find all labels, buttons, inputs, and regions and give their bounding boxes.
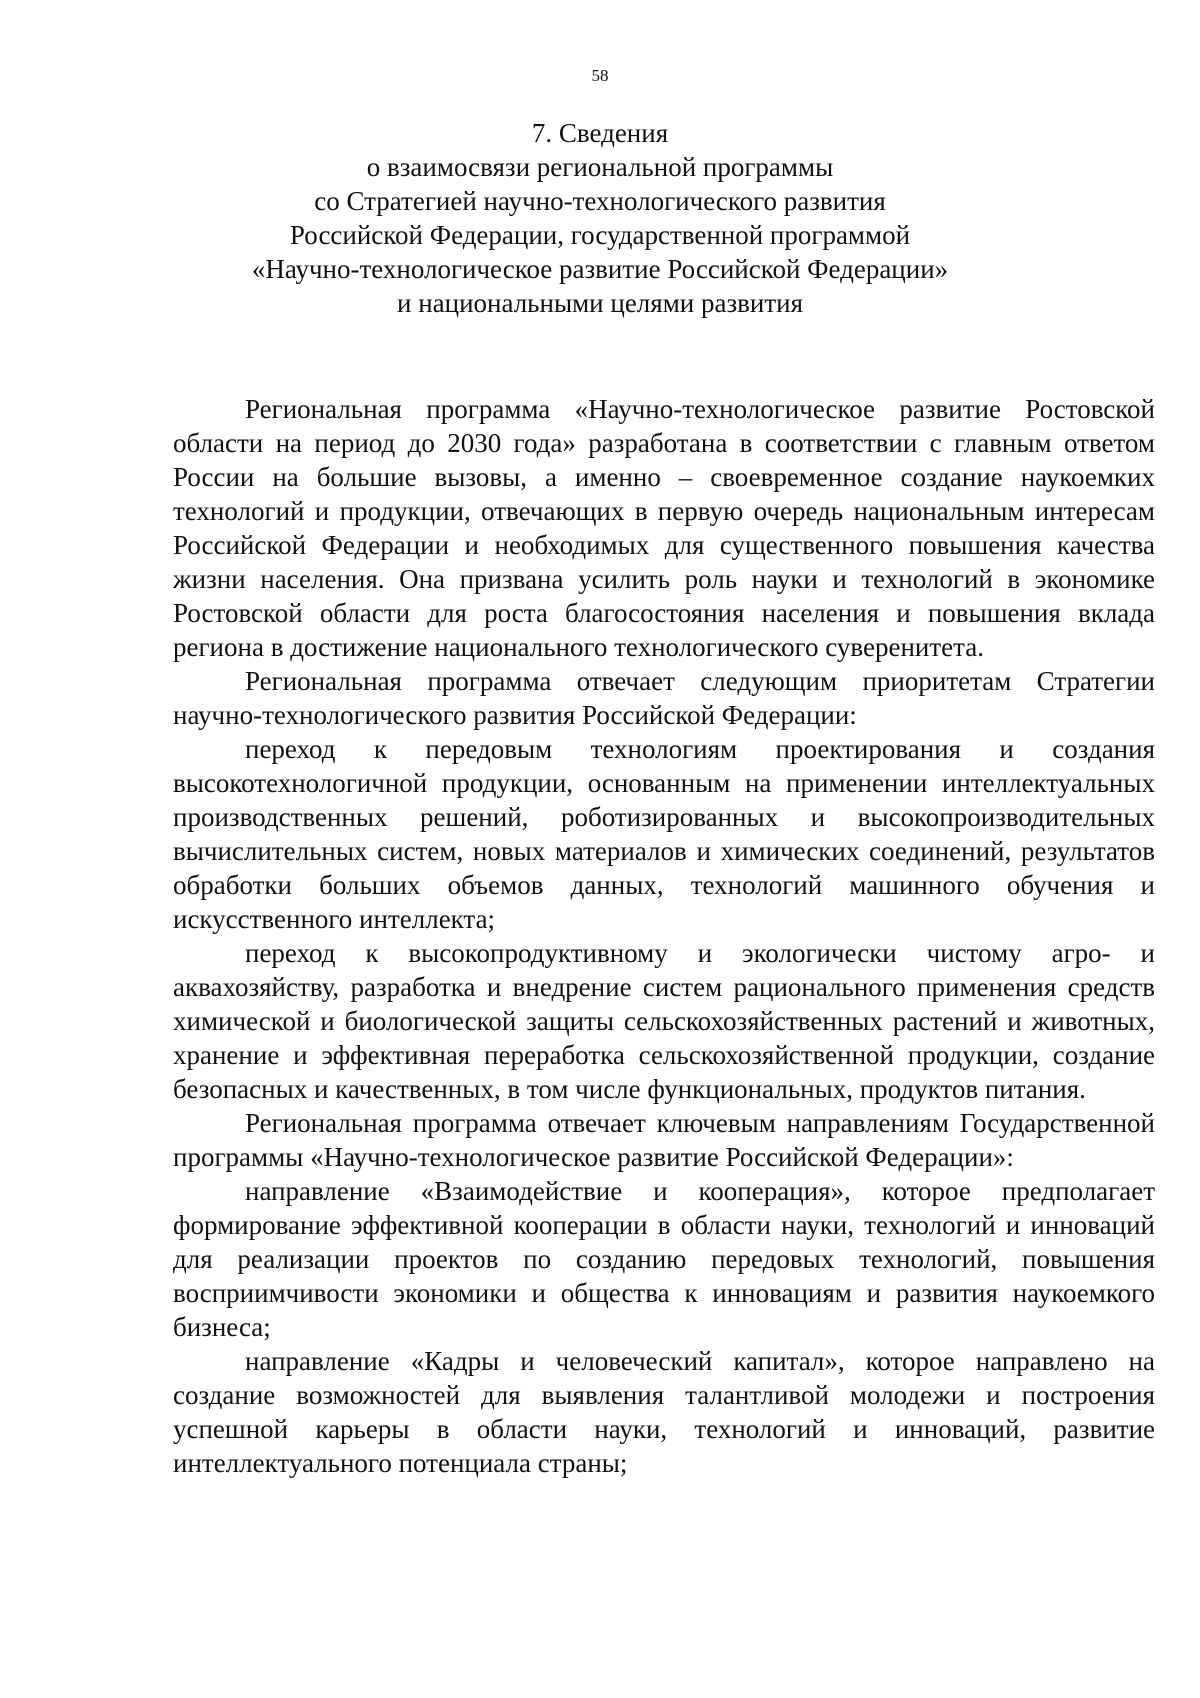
heading-line: 7. Сведения — [531, 118, 669, 148]
page-number: 58 — [591, 66, 609, 85]
paragraph-direction-human-capital: направление «Кадры и человеческий капитал», которое направлено на создание возможностей для выявления талантливой молодежи и построения успешной карьеры в области науки, технологий и инноваций, развитие интеллектуального потенциала страны; — [173, 1346, 1155, 1478]
heading-line: о взаимосвязи региональной программы — [366, 152, 834, 182]
heading-line: «Научно-технологическое развитие Российской Федерации» — [251, 254, 949, 284]
paragraph-intro: Региональная программа «Научно-технологическое развитие Ростовской области на период до 2030 года» разработана в соответствии с главным ответом России на большие вызовы, а именно – своевременное создание наукоемких технологий и продукции, отвечающих в первую очередь национальным интересам Российской Федерации и необходимых для существенного повышения качества жизни населения. Она призвана усилить роль науки и технологий в экономике Ростовской области для роста благосостояния населения и повышения вклада региона в достижение национального технологического суверенитета. — [173, 394, 1155, 662]
paragraph-state-program-directions: Региональная программа отвечает ключевым направлениям Государственной программы «Научно-технологическое развитие Российской Федерации»: — [173, 1108, 1155, 1172]
heading-line: со Стратегией научно-технологического развития — [314, 186, 886, 216]
paragraph-priority-advanced-technologies: переход к передовым технологиям проектирования и создания высокотехнологичной продукции, основанным на применении интеллектуальных производственных решений, роботизированных и высокопроизводительных вычислительных систем, новых материалов и химических соединений, результатов обработки больших объемов данных, технологий машинного обучения и искусственного интеллекта; — [173, 734, 1155, 934]
paragraph-strategy-priorities: Региональная программа отвечает следующим приоритетам Стратегии научно-технологического развития Российской Федерации: — [173, 666, 1155, 730]
paragraph-direction-cooperation: направление «Взаимодействие и кооперация», которое предполагает формирование эффективной кооперации в области науки, технологий и инноваций для реализации проектов по созданию передовых технологий, повышения восприимчивости экономики и общества к инновациям и развития наукоемкого бизнеса; — [173, 1176, 1155, 1342]
paragraph-priority-agriculture: переход к высокопродуктивному и экологически чистому агро- и аквахозяйству, разработка и внедрение систем рационального применения средств химической и биологической защиты сельскохозяйственных растений и животных, хранение и эффективная переработка сельскохозяйственной продукции, создание безопасных и качественных, в том числе функциональных, продуктов питания. — [173, 938, 1155, 1104]
heading-line: Российской Федерации, государственной программой — [289, 220, 911, 250]
body-text — [173, 392, 1155, 1480]
section-heading — [160, 116, 1040, 320]
heading-line: и национальными целями развития — [397, 288, 803, 318]
